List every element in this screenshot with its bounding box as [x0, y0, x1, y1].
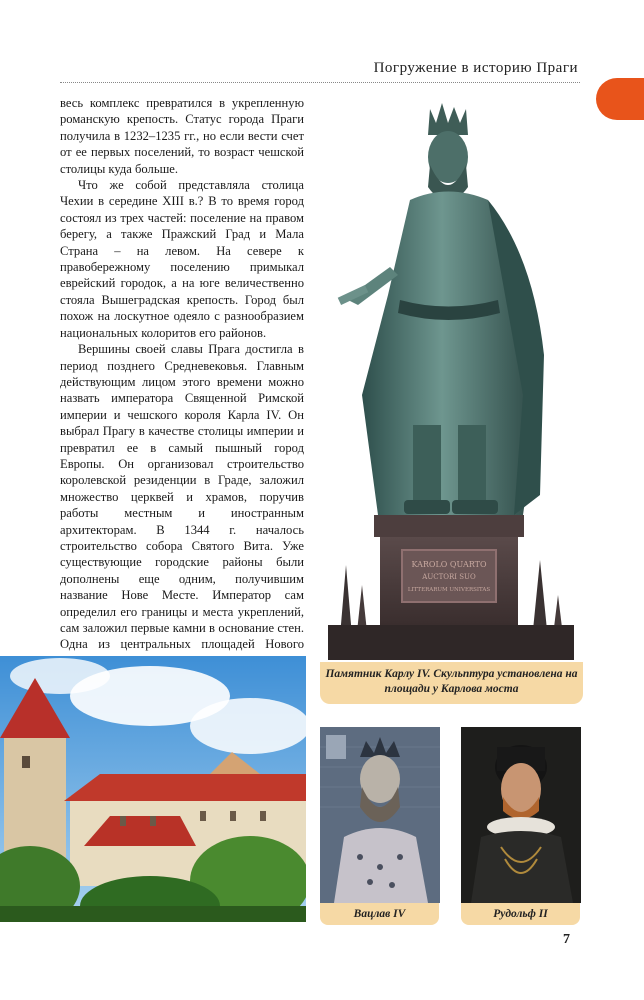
wenceslaus-iv-caption: Вацлав IV: [320, 903, 439, 925]
header-divider: [60, 82, 580, 83]
running-header-title: Погружение в историю Праги: [373, 60, 578, 76]
main-text-column: [60, 95, 304, 686]
charles-iv-statue-photo: [318, 95, 584, 660]
paragraph-3: Вершины своей славы Прага достигла в период позднего Средневековья. Главным действующим лицом этого времени можно назвать императора Священной Римской империи и чешского короля Карла IV. Он выбрал Прагу в качестве столицы империи и превратил ее в самый пышный город Европы. Он организовал строительство королевской резиденции в Граде, заложил множество церквей и храмов, поручив работы местным и иностранным архитекторам. В 1344 г. началось строительство собора Святого Вита. Уже существующие городские районы были дополнены еще одним, получившим название Нове Месте. Император сам определил его границы и места укреплений, сам заложил первые камни в основание стен. Одна из центральных площадей Нового: [60, 342, 304, 652]
plinth-inscription-3: LITTERARUM UNIVERSITAS: [407, 587, 491, 593]
rudolf-ii-portrait: [461, 727, 581, 903]
wenceslaus-iv-portrait: [320, 727, 440, 903]
prague-castle-photo: [0, 656, 306, 922]
plinth-inscription-2: AUCTORI SUO: [422, 573, 476, 581]
chapter-tab-marker: [596, 78, 644, 120]
page-number: 7: [563, 932, 570, 947]
plinth-inscription-1: KAROLO QUARTO: [411, 560, 487, 569]
statue-caption: Памятник Карлу IV. Скульптура установлена на площади у Карлова моста: [320, 662, 583, 704]
paragraph-1: весь комплекс превратился в укрепленную романскую крепость. Статус города Праги получила в 1232–1235 гг., но если вести счет от ее первых поселений, то возраст чешской столицы куда больше.: [60, 96, 304, 176]
paragraph-2: Что же собой представляла столица Чехии в середине XIII в.? В то время город состоял из трех частей: поселение на правом берегу, а также Пражский Град и Мала Страна – на левом. На севере к правобережному поселению примыкал еврейский городок, а на юге величественно стояла Вышеградская крепость. Город был похож на лоскутное одеяло с разнообразием национальных колоритов его районов.: [60, 178, 304, 340]
rudolf-ii-caption: Рудольф II: [461, 903, 580, 925]
